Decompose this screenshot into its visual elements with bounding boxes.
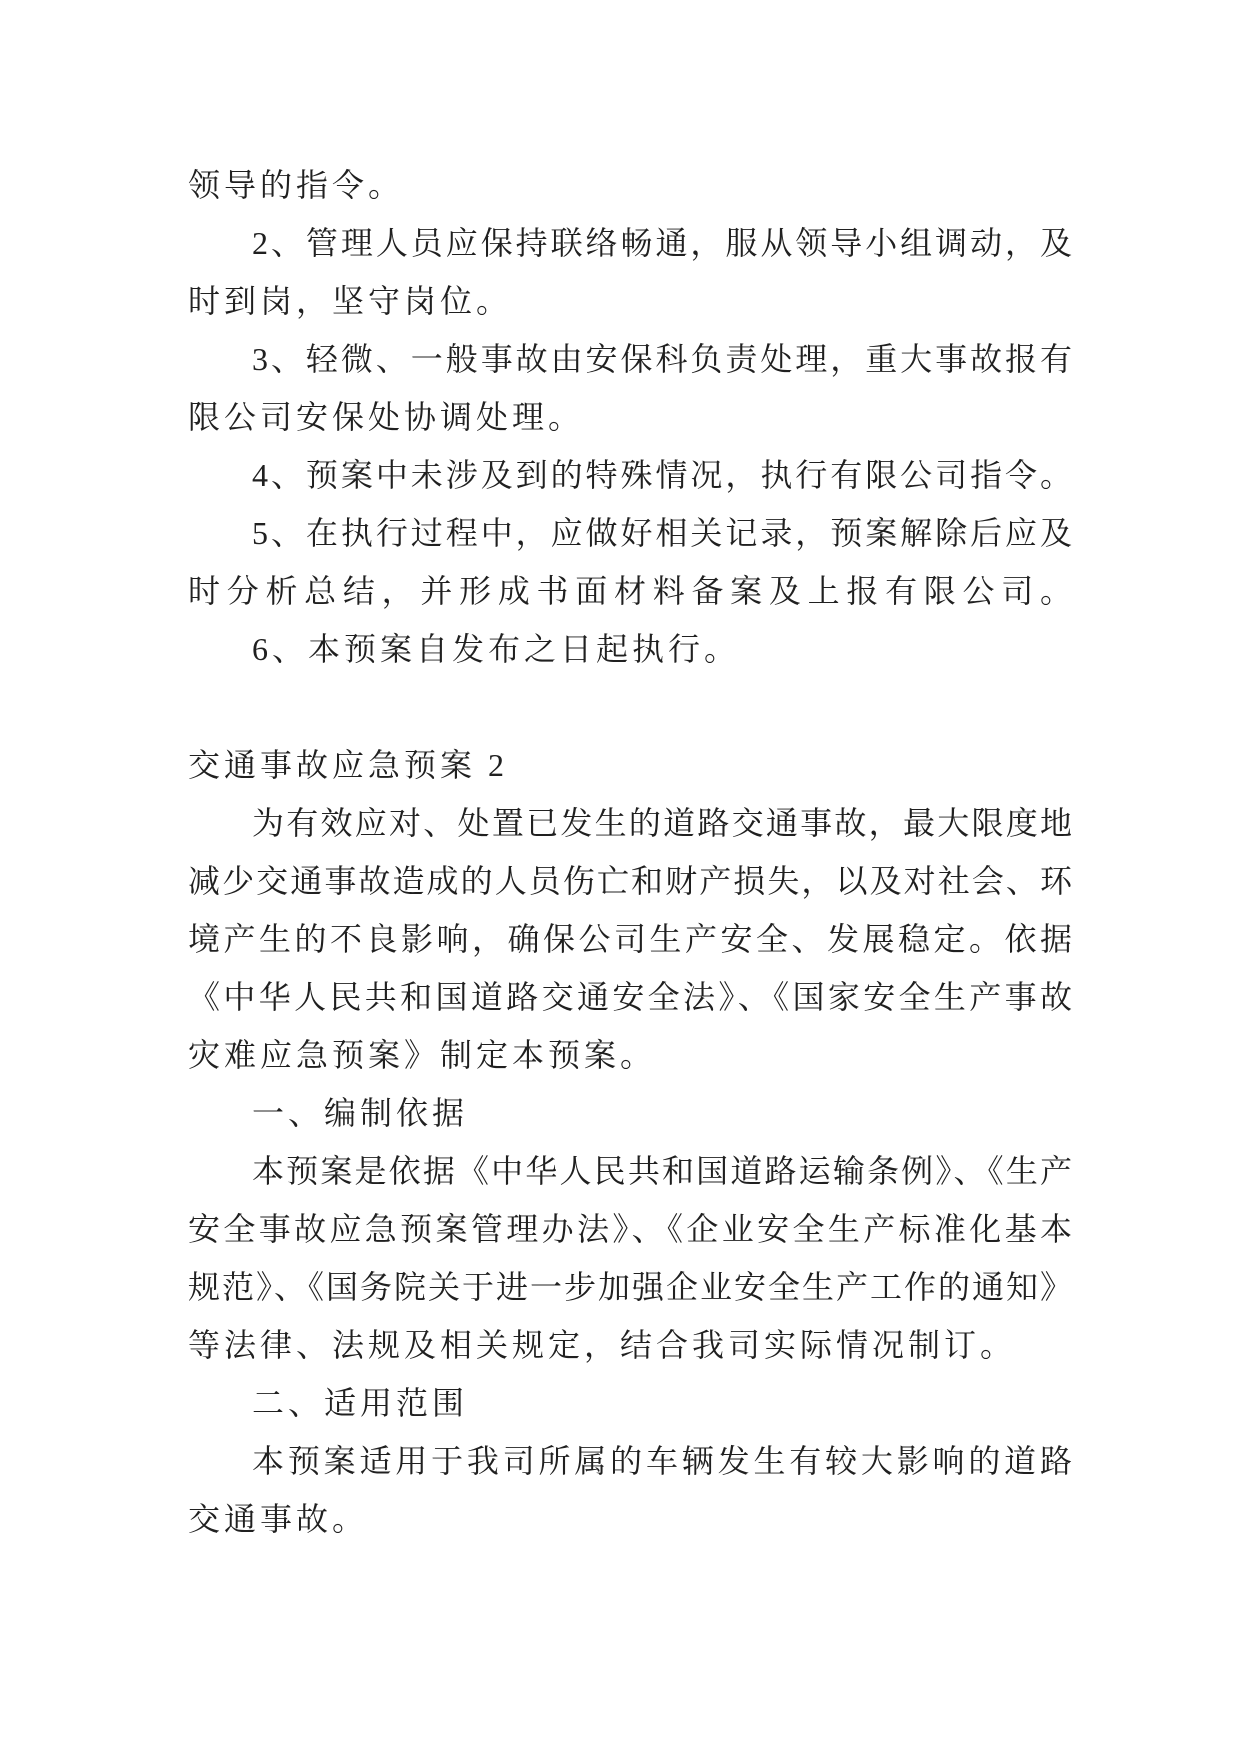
text-line: 本预案适用于我司所属的车辆发生有较大影响的道路 (252, 1443, 1072, 1479)
text-line: 等法律、法规及相关规定，结合我司实际情况制订。 (188, 1327, 1017, 1363)
text-line: 灾难应急预案》制定本预案。 (188, 1037, 657, 1073)
text-line: 为有效应对、处置已发生的道路交通事故，最大限度地 (252, 805, 1072, 841)
text-line: 3、轻微、一般事故由安保科负责处理，重大事故报有 (252, 341, 1072, 377)
text-line: 安全事故应急预案管理办法》、《企业安全生产标准化基本 (188, 1211, 1072, 1247)
blank-line (188, 678, 1072, 736)
text-line: 境产生的不良影响，确保公司生产安全、发展稳定。依据 (188, 921, 1072, 957)
text-line: 4、预案中未涉及到的特殊情况，执行有限公司指令。 (252, 457, 1072, 493)
text-line: 本预案是依据《中华人民共和国道路运输条例》、《生产 (252, 1153, 1072, 1189)
text-line: 6、本预案自发布之日起执行。 (252, 631, 741, 667)
text-line: 规范》、《国务院关于进一步加强企业安全生产工作的通知》 (188, 1269, 1072, 1305)
text-line: 时到岗，坚守岗位。 (188, 283, 513, 319)
document-text-block (188, 156, 1072, 1548)
text-line: 交通事故。 (188, 1501, 369, 1537)
text-line: 限公司安保处协调处理。 (188, 399, 585, 435)
text-line: 5、在执行过程中，应做好相关记录，预案解除后应及 (252, 515, 1072, 551)
text-line: 时分析总结，并形成书面材料备案及上报有限公司。 (188, 573, 1072, 609)
section-subheading: 一、编制依据 (252, 1095, 469, 1131)
text-line: 《中华人民共和国道路交通安全法》、《国家安全生产事故 (188, 979, 1072, 1015)
section-subheading: 二、适用范围 (252, 1385, 469, 1421)
text-line: 领导的指令。 (188, 167, 405, 203)
text-line: 减少交通事故造成的人员伤亡和财产损失，以及对社会、环 (188, 863, 1072, 899)
text-line: 2、管理人员应保持联络畅通，服从领导小组调动，及 (252, 225, 1072, 261)
section-heading: 交通事故应急预案 2 (188, 747, 509, 783)
